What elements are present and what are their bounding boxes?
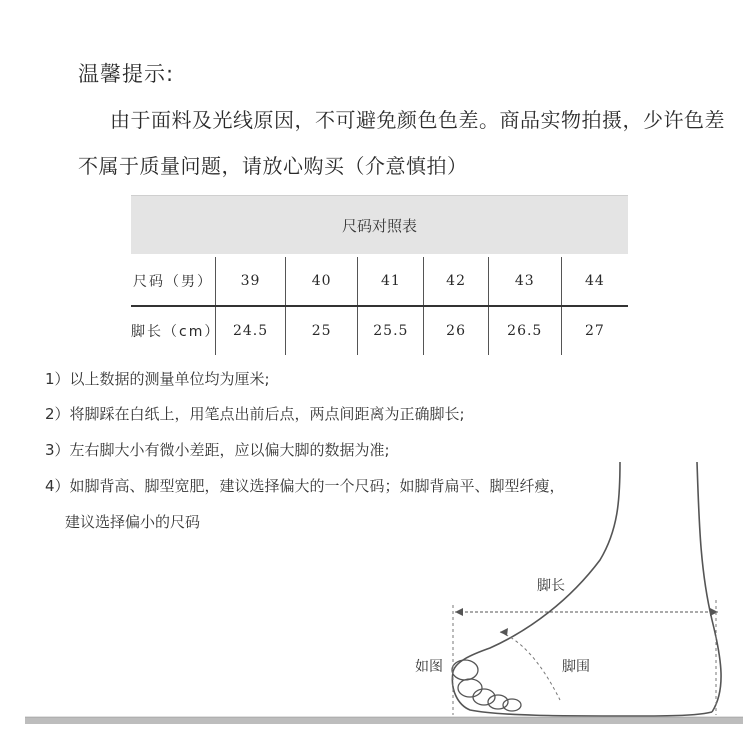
foot-girth-label: 脚围	[562, 659, 590, 675]
notice-line-2: 不属于质量问题，请放心购买（介意慎拍）	[78, 154, 468, 178]
table-cell: 26.5	[488, 307, 561, 355]
toe	[458, 679, 482, 697]
toe	[503, 699, 521, 711]
table-cell: 27	[561, 307, 628, 355]
table-cell: 25	[285, 307, 357, 355]
as-shown-label: 如图	[415, 659, 443, 675]
table-cell: 43	[488, 257, 561, 305]
size-chart-title: 尺码对照表	[131, 195, 628, 254]
foot-length-label: 脚长	[537, 578, 565, 594]
note-item: 3）左右脚大小有微小差距，应以偏大脚的数据为准;	[45, 441, 390, 459]
row-label-size: 尺码（男）	[132, 274, 213, 290]
note-item: 建议选择偏小的尺码	[65, 513, 201, 531]
table-cell: 26	[423, 307, 487, 355]
table-cell: 25.5	[357, 307, 423, 355]
note-item: 1）以上数据的测量单位均为厘米;	[45, 370, 270, 388]
note-item: 2）将脚踩在白纸上，用笔点出前后点，两点间距离为正确脚长;	[45, 405, 465, 423]
foot-girth-curve	[500, 632, 560, 700]
table-cell: 24.5	[215, 307, 285, 355]
ground-ruler	[25, 717, 743, 724]
table-cell: 39	[215, 257, 285, 305]
table-cell: 40	[285, 257, 357, 305]
foot-heel	[697, 462, 721, 712]
table-cell: 44	[561, 257, 628, 305]
note-item: 4）如脚背高、脚型宽肥，建议选择偏大的一个尺码；如脚背扁平、脚型纤瘦，	[45, 477, 565, 495]
notice-title: 温馨提示:	[78, 62, 175, 86]
row-label-length: 脚长（cm）	[131, 324, 221, 340]
notice-line-1: 由于面料及光线原因，不可避免颜色色差。商品实物拍摄，少许色差	[110, 108, 725, 132]
table-cell: 41	[357, 257, 423, 305]
foot-outline	[452, 462, 712, 716]
toe	[452, 660, 478, 680]
table-cell: 42	[423, 257, 487, 305]
